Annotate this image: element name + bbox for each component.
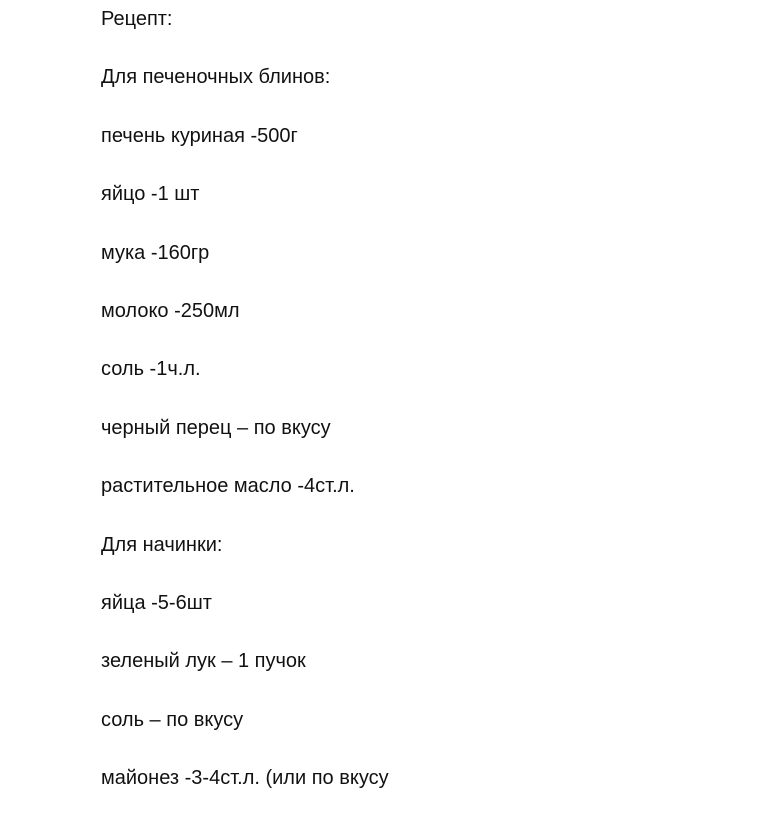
recipe-title: Рецепт: xyxy=(101,8,173,30)
ingredient-line: соль – по вкусу xyxy=(101,708,244,731)
ingredient-line: яйцо -1 шт xyxy=(101,183,200,206)
ingredient-line: зеленый лук – 1 пучок xyxy=(101,650,306,673)
ingredient-line: майонез -3-4ст.л. (или по вкусу xyxy=(101,767,389,790)
ingredient-line: яйца -5-6шт xyxy=(101,591,212,614)
ingredient-line: черный перец – по вкусу xyxy=(101,416,331,439)
ingredient-line: молоко -250мл xyxy=(101,299,240,322)
ingredient-line: печень куриная -500г xyxy=(101,124,298,147)
section-heading-pancakes: Для печеночных блинов: xyxy=(101,66,331,89)
ingredient-line: соль -1ч.л. xyxy=(101,358,201,381)
ingredient-line: мука -160гр xyxy=(101,241,210,264)
section-heading-filling: Для начинки: xyxy=(101,533,223,556)
recipe-text xyxy=(101,0,741,824)
ingredient-line: растительное масло -4ст.л. xyxy=(101,475,355,498)
